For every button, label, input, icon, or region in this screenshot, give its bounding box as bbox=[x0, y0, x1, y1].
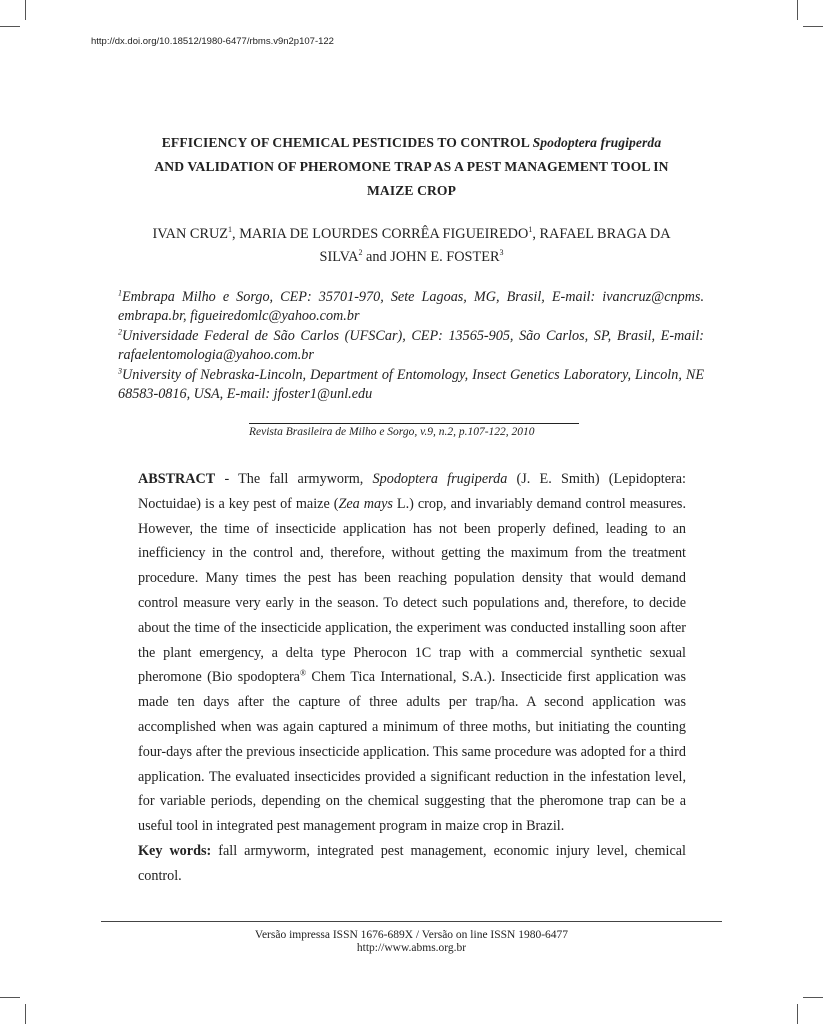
crop-mark bbox=[0, 26, 20, 27]
abstract-text: L.) crop, and invariably demand control measures. However, the time of insecticide application has not been properly defined, leading to an inefficiency in the control and, therefore, without getting the maximum from the treatment procedure. Many times the pest has been reaching population density that would demand control measure very early in the season. To detect such populations and, therefore, to decide about the time of the insecticide application, the experiment was conducted installing soon after the plant emergency, a delta type Pherocon 1C trap with a commercial synthetic sexual pheromone (Bio spodoptera bbox=[138, 495, 686, 686]
title-part: EFFICIENCY OF CHEMICAL PESTICIDES TO CONTROL bbox=[161, 135, 533, 150]
affiliations bbox=[118, 288, 704, 404]
author-name: IVAN CRUZ bbox=[152, 226, 229, 242]
affiliation-item bbox=[118, 288, 704, 327]
keywords-paragraph bbox=[138, 839, 686, 889]
registered-mark: ® bbox=[299, 668, 307, 678]
author-name: and JOHN E. FOSTER bbox=[362, 249, 500, 265]
author-sup: 1 bbox=[228, 225, 233, 235]
footer bbox=[101, 929, 722, 955]
author-sup: 3 bbox=[499, 248, 504, 258]
abstract-text: - The fall armyworm, bbox=[215, 471, 373, 487]
title-line: MAIZE CROP bbox=[367, 183, 456, 198]
doi-link[interactable]: http://dx.doi.org/10.18512/1980-6477/rbms.v9n2p107-122 bbox=[91, 36, 334, 47]
affiliation-text: Universidade Federal de São Carlos (UFSCar), CEP: 13565-905, São Carlos, SP, Brasil, E-mail: rafaelentomologia@yahoo.com.br bbox=[118, 327, 704, 364]
keywords-label: Key words: bbox=[138, 842, 212, 859]
author-sup: 2 bbox=[358, 248, 363, 258]
affiliation-text: University of Nebraska-Lincoln, Department of Entomology, Insect Genetics Laboratory, Lincoln, NE 68583-0816, USA, E-mail: jfoster1@unl.edu bbox=[118, 366, 704, 403]
journal-citation: Revista Brasileira de Milho e Sorgo, v.9, n.2, p.107-122, 2010 bbox=[249, 426, 535, 438]
abstract-text: Chem Tica International, S.A.). Insecticide first application was made ten days after the capture of three adults per trap/ha. A second application was accomplished when was again captured a minimum of three moths, but initiating the counting four-days after the previous insecticide application. This same procedure was adopted for a third application. The evaluated insecticides provided a significant reduction in the infestation level, for variable periods, depending on the chemical suggesting that the pheromone trap can be a useful tool in integrated pest management program in maize crop in Brazil. bbox=[138, 669, 686, 835]
author-list bbox=[95, 223, 728, 269]
abstract-zea: Zea mays bbox=[338, 495, 393, 512]
divider bbox=[249, 423, 579, 424]
abstract-text: (J. E. Smith) (Lepidoptera: Noctuidae) is a key pest of maize ( bbox=[138, 471, 686, 512]
crop-mark bbox=[25, 0, 26, 20]
affiliation-item bbox=[118, 366, 704, 405]
affiliation-text: Embrapa Milho e Sorgo, CEP: 35701-970, Sete Lagoas, MG, Brasil, E-mail: ivancruz@cnpms. embrapa.br, figueiredomlc@yahoo.com.br bbox=[118, 289, 704, 325]
abstract bbox=[138, 467, 686, 889]
paper-title bbox=[95, 131, 728, 203]
crop-mark bbox=[797, 0, 798, 20]
abstract-label: ABSTRACT bbox=[138, 471, 216, 487]
author-name: , RAFAEL BRAGA DA bbox=[532, 226, 671, 242]
title-line: AND VALIDATION OF PHEROMONE TRAP AS A PEST MANAGEMENT TOOL IN bbox=[154, 159, 669, 174]
abstract-paragraph bbox=[138, 467, 686, 839]
footer-issn: Versão impressa ISSN 1676-689X / Versão on line ISSN 1980-6477 bbox=[254, 929, 569, 941]
title-species: Spodoptera frugiperda bbox=[532, 135, 662, 150]
footer-divider bbox=[101, 921, 722, 922]
keywords-text: fall armyworm, integrated pest management, economic injury level, chemical control. bbox=[138, 842, 686, 884]
author-name: SILVA bbox=[319, 249, 359, 265]
affiliation-sup: 1 bbox=[118, 288, 122, 298]
crop-mark bbox=[797, 1004, 798, 1024]
crop-mark bbox=[25, 1004, 26, 1024]
crop-mark bbox=[0, 997, 20, 998]
author-sup: 1 bbox=[528, 225, 533, 235]
affiliation-sup: 3 bbox=[118, 365, 122, 375]
crop-mark bbox=[803, 997, 823, 998]
footer-url[interactable]: http://www.abms.org.br bbox=[356, 942, 467, 954]
author-name: , MARIA DE LOURDES CORRÊA FIGUEIREDO bbox=[232, 226, 529, 242]
crop-mark bbox=[803, 26, 823, 27]
affiliation-sup: 2 bbox=[118, 327, 122, 337]
abstract-species: Spodoptera frugiperda bbox=[372, 471, 508, 487]
affiliation-item bbox=[118, 327, 704, 366]
